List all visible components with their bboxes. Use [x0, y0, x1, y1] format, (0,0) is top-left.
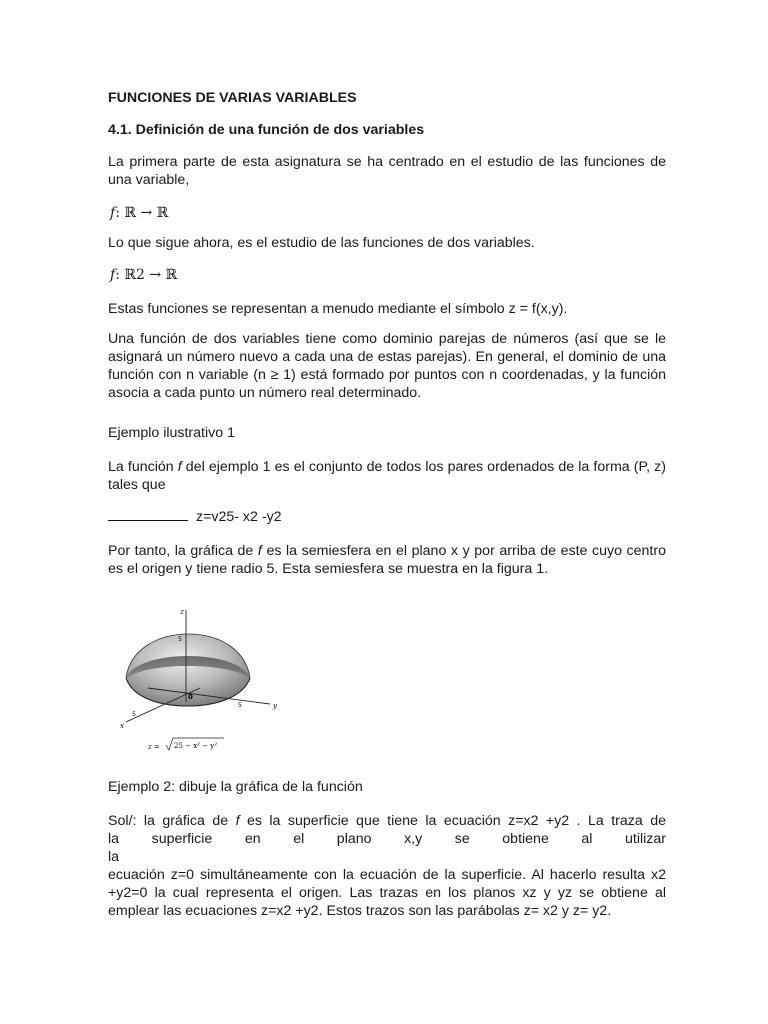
x-tick-label: 5 [132, 711, 136, 718]
paragraph-hemisphere: Por tanto, la gráfica de f es la semiesfera en el plano x y por arriba de este cuyo centro es el origen y tiene radio 5. Esta semiesfera se muestra en la figura 1. [108, 543, 666, 577]
example-2-heading: Ejemplo 2: dibuje la gráfica de la función [108, 779, 363, 795]
mapping-text: : ℝ → ℝ [115, 205, 169, 221]
solution-line-1: Sol/: la gráfica de f es la superficie que tiene la ecuación z=x2 +y2 . La traza de [108, 813, 667, 829]
paragraph-intro: La primera parte de esta asignatura se ha centrado en el estudio de las funciones de una variable, [108, 154, 666, 188]
function-symbol: f [177, 459, 182, 475]
section-heading: 4.1. Definición de una función de dos variables [108, 122, 425, 138]
function-symbol: f [110, 267, 116, 283]
caption-lhs: z = [148, 743, 160, 751]
function-mapping-2 [110, 266, 668, 284]
z-tick-label: 5 [178, 636, 182, 643]
paragraph-two-variables: Lo que sigue ahora, es el estudio de las funciones de dos variables. [108, 235, 535, 251]
function-symbol: f [110, 205, 116, 221]
z-axis-label: z [180, 608, 184, 616]
x-axis-label: x [120, 722, 124, 730]
y-axis-label: y [273, 702, 277, 710]
paragraph-domain: Una función de dos variables tiene como dominio parejas de números (así que se le asignará un número nuevo a cada una de estas parejas). En general, el dominio de una función con n variable (n ≥ 1) está formado por puntos con n coordenadas, y la función asocia a cada punto un número real determinado. [108, 331, 666, 401]
paragraph-example-1: La función f del ejemplo 1 es el conjunto de todos los pares ordenados de la forma (P, z) tales que [108, 459, 666, 493]
function-mapping-1 [110, 204, 668, 222]
equation-line [108, 508, 666, 526]
paragraph-solution [108, 812, 666, 920]
function-symbol: f [235, 813, 240, 829]
function-symbol: f [257, 543, 262, 559]
document-title: FUNCIONES DE VARIAS VARIABLES [108, 90, 357, 106]
solution-rest: ecuación z=0 simultáneamente con la ecuación de la superficie. Al hacerlo resulta x2 +y2=0 la cual representa el origen. Las trazas en los planos xz y yz se obtiene al emplear las ecuaciones z=x2 +y2. Estos trazos son las parábolas z= x2 y z= y2. [108, 867, 666, 919]
paragraph-symbol: Estas funciones se representan a menudo mediante el símbolo z = f(x,y). [108, 301, 568, 317]
blank-line [108, 508, 188, 521]
mapping-text: : ℝ2 → ℝ [115, 267, 178, 283]
figure-caption [147, 738, 224, 751]
origin-label: 0 [188, 693, 193, 701]
example-1-heading: Ejemplo ilustrativo 1 [108, 425, 235, 441]
solution-line-2: la superficie en el plano x,y se obtiene al utilizar la [108, 831, 666, 865]
y-tick-label: 5 [238, 702, 242, 709]
hemisphere-figure [108, 604, 278, 756]
caption-radicand: 25 − x² − y² [174, 742, 218, 750]
equation-text: z=v25- x2 -y2 [196, 509, 282, 525]
